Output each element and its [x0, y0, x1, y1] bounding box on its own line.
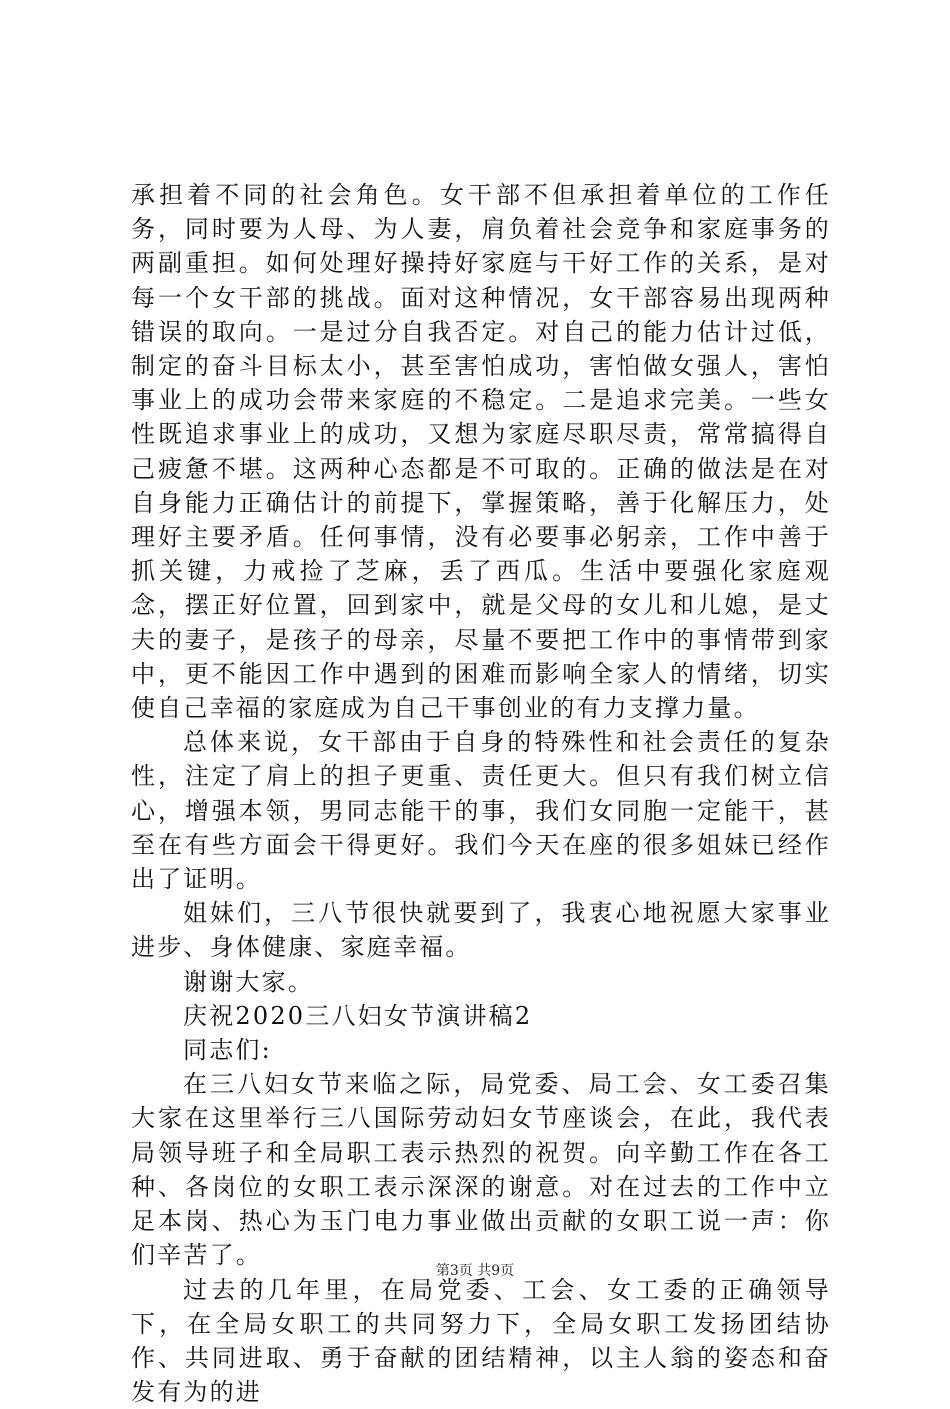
paragraph-8: 过去的几年里，在局党委、工会、女工委的正确领导下，在全局女职工的共同努力下，全局女职工发扬团结协作、共同进取、勇于奋献的团结精神，以主人翁的姿态和奋发有为的进	[131, 1273, 831, 1409]
page-number: 第3页 共9页	[436, 1262, 514, 1280]
paragraph-7: 在三八妇女节来临之际，局党委、局工会、女工委召集大家在这里举行三八国际劳动妇女节座谈会，在此，我代表局领导班子和全局职工表示热烈的祝贺。向辛勤工作在各工种、各岗位的女职工表示深深的谢意。对在过去的工作中立足本岗、热心为玉门电力事业做出贡献的女职工说一声：你们辛苦了。	[131, 1067, 831, 1272]
paragraph-2: 总体来说，女干部由于自身的特殊性和社会责任的复杂性，注定了肩上的担子更重、责任更大。但只有我们树立信心，增强本领，男同志能干的事，我们女同胞一定能干，甚至在有些方面会干得更好。我们今天在座的很多姐妹已经作出了证明。	[131, 725, 831, 896]
document-body	[131, 178, 831, 1409]
page-footer	[0, 1262, 950, 1280]
paragraph-4: 谢谢大家。	[131, 965, 831, 999]
paragraph-1: 承担着不同的社会角色。女干部不但承担着单位的工作任务，同时要为人母、为人妻，肩负着社会竞争和家庭事务的两副重担。如何处理好操持好家庭与干好工作的关系，是对每一个女干部的挑战。面对这种情况，女干部容易出现两种错误的取向。一是过分自我否定。对自己的能力估计过低，制定的奋斗目标太小，甚至害怕成功，害怕做女强人，害怕事业上的成功会带来家庭的不稳定。二是追求完美。一些女性既追求事业上的成功，又想为家庭尽职尽责，常常搞得自己疲惫不堪。这两种心态都是不可取的。正确的做法是在对自身能力正确估计的前提下，掌握策略，善于化解压力，处理好主要矛盾。任何事情，没有必要事必躬亲，工作中善于抓关键，力戒捡了芝麻，丢了西瓜。生活中要强化家庭观念，摆正好位置，回到家中，就是父母的女儿和儿媳，是丈夫的妻子，是孩子的母亲，尽量不要把工作中的事情带到家中，更不能因工作中遇到的困难而影响全家人的情绪，切实使自己幸福的家庭成为自己干事创业的有力支撑力量。	[131, 178, 831, 725]
speech-title: 庆祝2020三八妇女节演讲稿2	[131, 999, 831, 1033]
paragraph-3: 姐妹们，三八节很快就要到了，我衷心地祝愿大家事业进步、身体健康、家庭幸福。	[131, 896, 831, 964]
salutation: 同志们:	[131, 1033, 831, 1067]
